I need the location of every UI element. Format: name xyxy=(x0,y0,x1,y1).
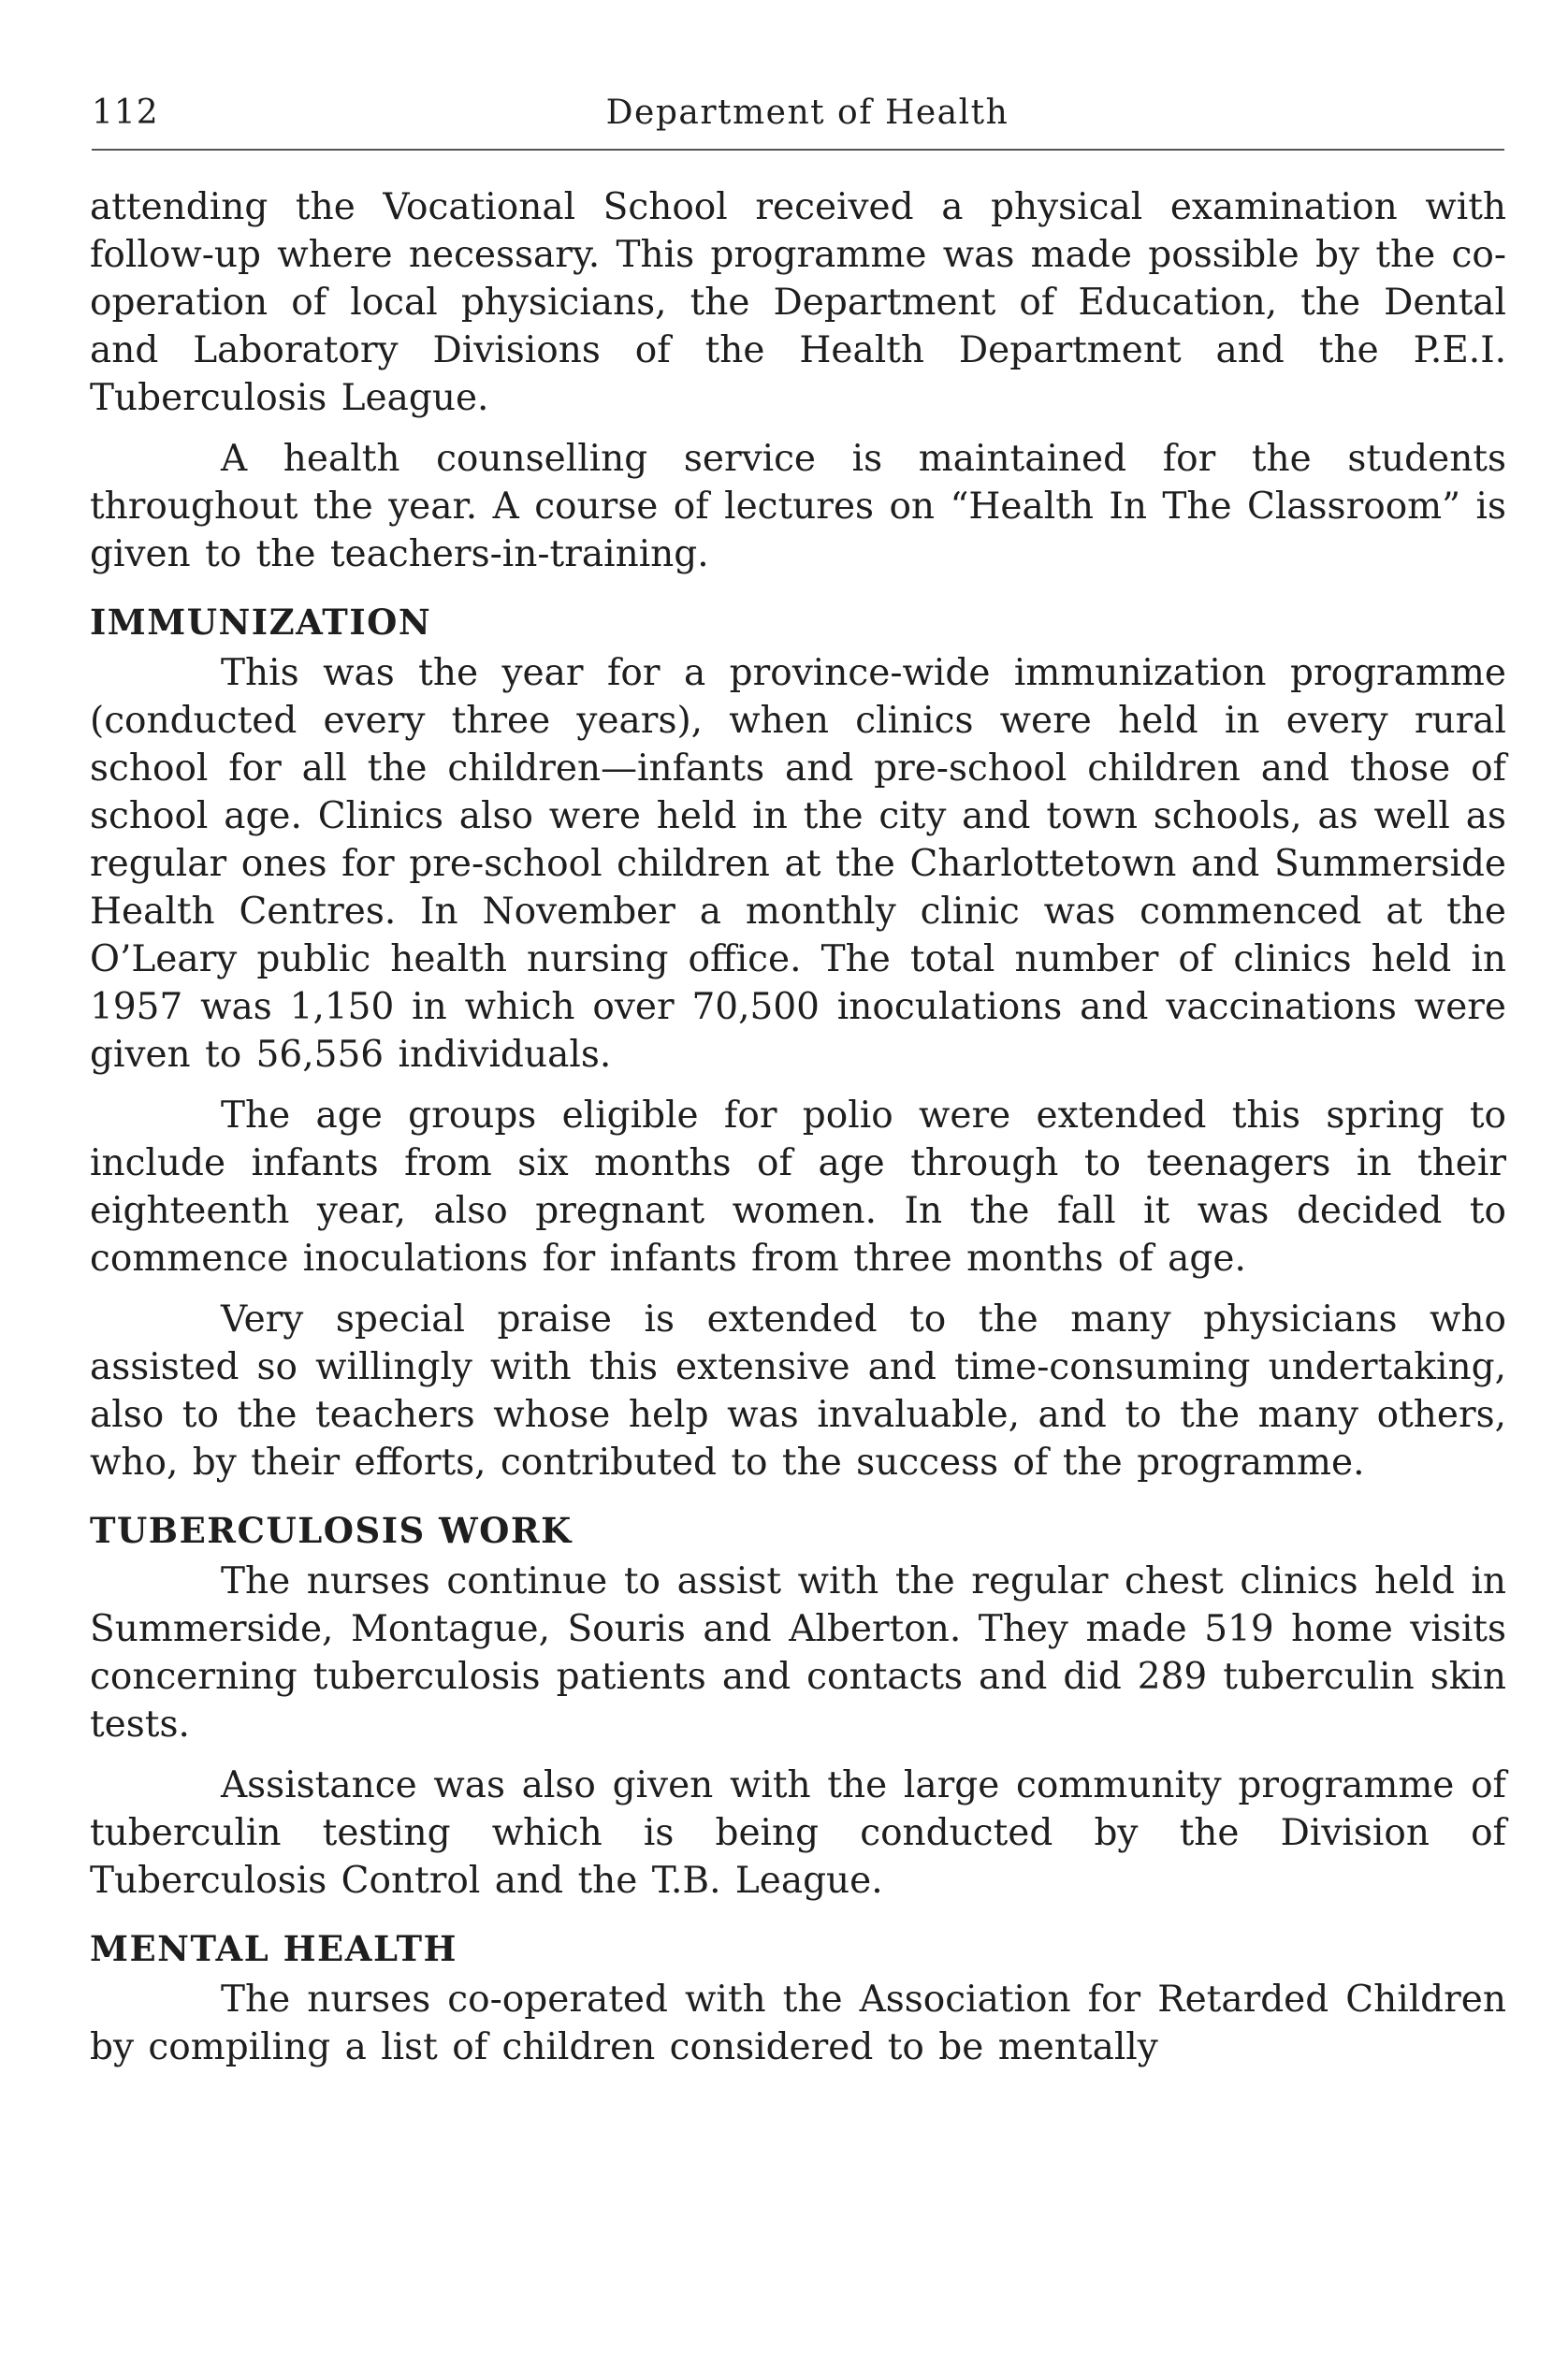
section-heading-tuberculosis-work: TUBERCULOSIS WORK xyxy=(90,1510,573,1551)
header-rule xyxy=(92,149,1504,151)
section-heading-immunization: IMMUNIZATION xyxy=(90,602,432,643)
body-text xyxy=(90,183,1506,2071)
paragraph-retarded-children: The nurses co-operated with the Association for Retarded Children by compiling a list of children considered to be mentally xyxy=(90,1979,1506,2068)
paragraph-immunization-programme: This was the year for a province-wide immunization programme (conducted every three years), when clinics were held in every rural school for all the children—infants and pre-school children and those of school age. Clinics also were held in the city and town schools, as well as regular ones for pre-school children at the Charlottetown and Summerside Health Centres. In November a monthly clinic was commenced at the O’Leary public health nursing office. The total number of clinics held in 1957 was 1,150 in which over 70,500 inoculations and vaccinations were given to 56,556 individuals. xyxy=(90,652,1506,1076)
paragraph-chest-clinics: The nurses continue to assist with the regular chest clinics held in Summerside, Montague, Souris and Alberton. They made 519 home visits concerning tuberculosis patients and contacts and did 289 tuberculin skin tests. xyxy=(90,1560,1506,1746)
paragraph-praise: Very special praise is extended to the many physicians who assisted so willingly with this extensive and time-consuming undertaking, also to the teachers whose help was invaluable, and to the many others, who, by their efforts, contributed to the success of the programme. xyxy=(90,1298,1506,1484)
paragraph-vocational-school: attending the Vocational School received a physical examination with follow-up where necessary. This programme was made possible by the co-operation of local physicians, the Department of Education, the Dental and Laboratory Divisions of the Health Department and the P.E.I. Tuberculosis League. xyxy=(90,186,1506,419)
section-heading-mental-health: MENTAL HEALTH xyxy=(90,1928,457,1969)
running-header xyxy=(92,94,1504,140)
paragraph-health-counselling: A health counselling service is maintained for the students throughout the year. A course of lectures on “Health In The Classroom” is given to the teachers-in-training. xyxy=(90,438,1506,575)
paragraph-polio-age-groups: The age groups eligible for polio were extended this spring to include infants from six months of age through to teenagers in their eighteenth year, also pregnant women. In the fall it was decided to commence inoculations for infants from three months of age. xyxy=(90,1095,1506,1280)
page-number: 112 xyxy=(92,94,159,132)
paragraph-tuberculin-testing: Assistance was also given with the large community programme of tuberculin testing which is being conducted by the Division of Tuberculosis Control and the T.B. League. xyxy=(90,1764,1506,1902)
running-title: Department of Health xyxy=(605,94,1009,132)
